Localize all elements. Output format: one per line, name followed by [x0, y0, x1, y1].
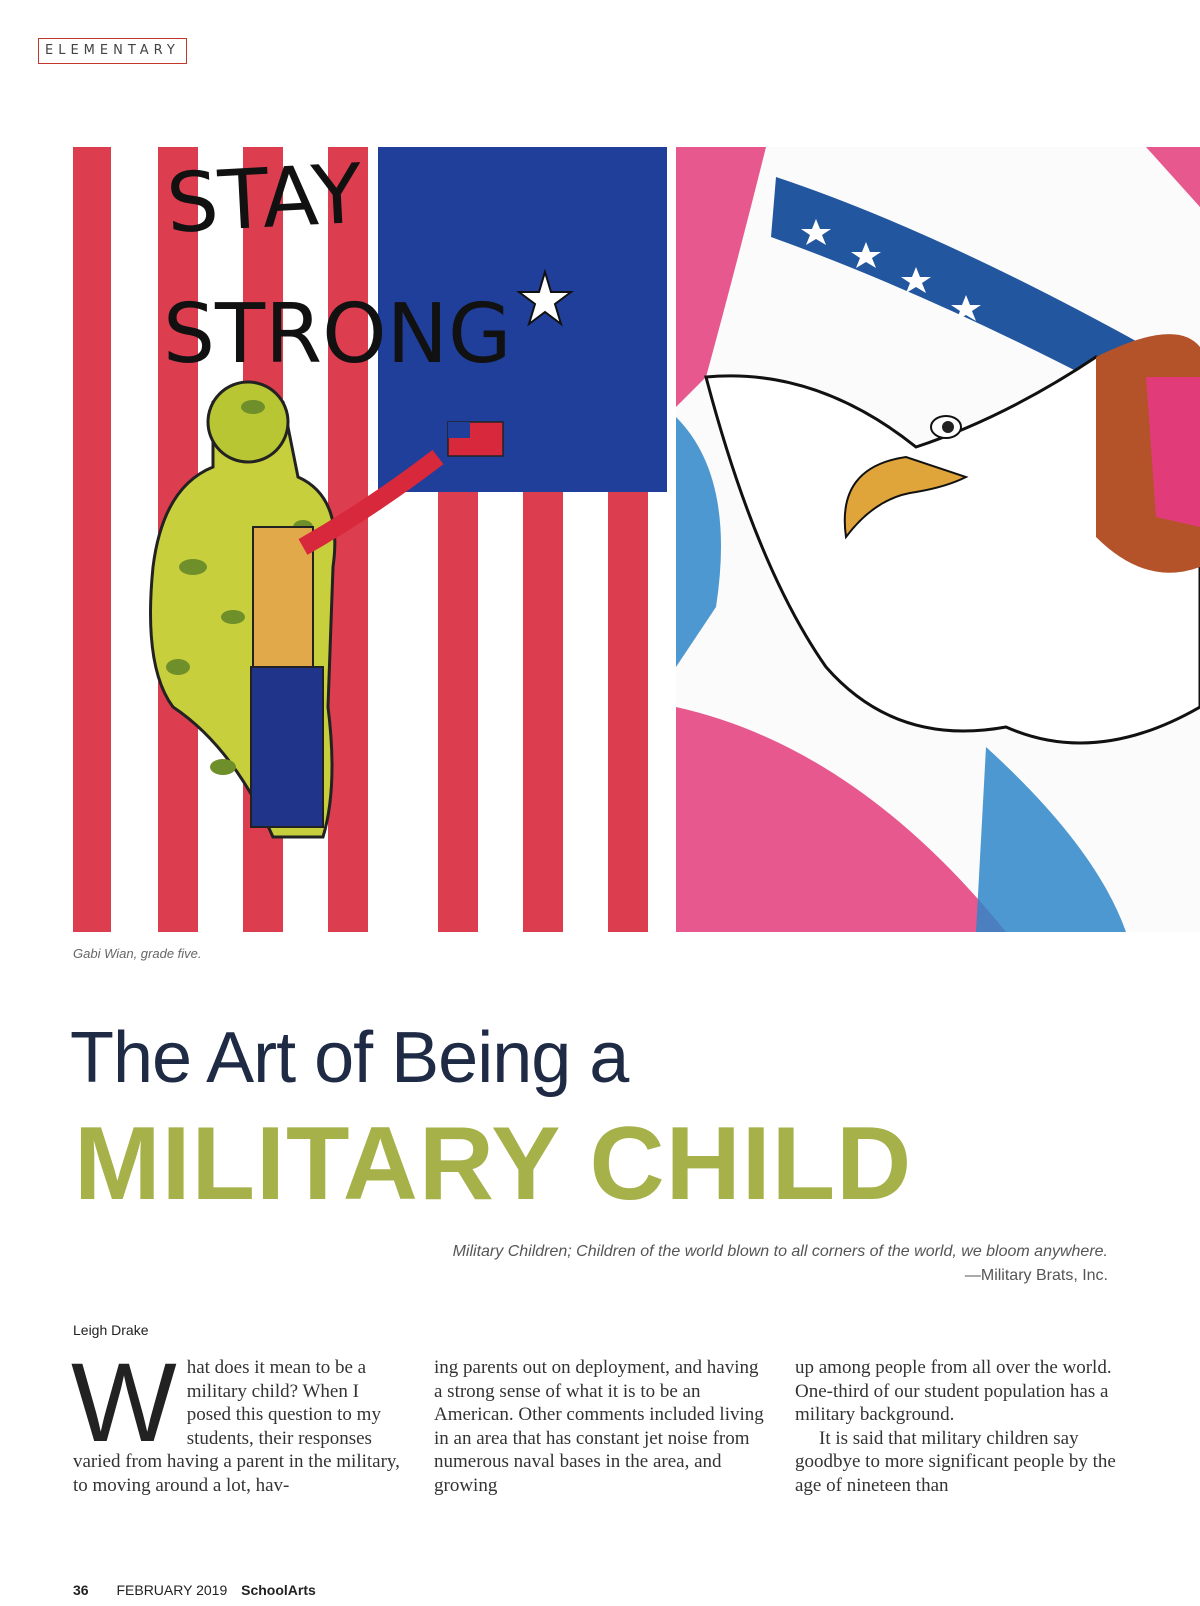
- issue-date: FEBRUARY 2019: [116, 1582, 228, 1598]
- artwork-caption: Gabi Wian, grade five.: [73, 946, 202, 961]
- page-footer: [73, 1582, 316, 1598]
- magazine-name: SchoolArts: [241, 1582, 316, 1598]
- page-number: 36: [73, 1582, 89, 1598]
- artwork-text-strong: STRONG: [163, 287, 512, 382]
- artwork-eagle: [676, 147, 1200, 932]
- body-column-2: [434, 1356, 764, 1497]
- article-title-line2: MILITARY CHILD: [74, 1106, 913, 1222]
- artwork-stay-strong: [73, 147, 667, 932]
- body-column-3: [795, 1356, 1125, 1497]
- epigraph-attribution: —Military Brats, Inc.: [964, 1267, 1108, 1284]
- body-column-1: [71, 1340, 403, 1497]
- body-text-col3a: up among people from all over the world. One-third of our student population has a military background.: [795, 1357, 1112, 1425]
- author-byline: Leigh Drake: [73, 1322, 149, 1338]
- epigraph-quote: Military Children; Children of the world blown to all corners of the world, we bloom anywhere.: [452, 1243, 1108, 1260]
- epigraph: [453, 1240, 1108, 1288]
- article-title-line1: The Art of Being a: [70, 1018, 629, 1098]
- section-tag: ELEMENTARY: [38, 38, 187, 64]
- body-text-col1: hat does it mean to be a military child? When I posed this question to my students, their responses varied from having a parent in the military, to moving around a lot, hav-: [73, 1357, 400, 1496]
- drop-cap: W: [71, 1340, 177, 1465]
- artwork-text-stay: STAY: [164, 147, 365, 252]
- body-text-col2: ing parents out on deployment, and having a strong sense of what it is to be an American. Other comments included living in an area that has constant jet noise from numerous naval bases in the area, and growing: [434, 1357, 764, 1496]
- body-text-col3b: It is said that military children say goodbye to more significant people by the age of nineteen than: [795, 1427, 1116, 1496]
